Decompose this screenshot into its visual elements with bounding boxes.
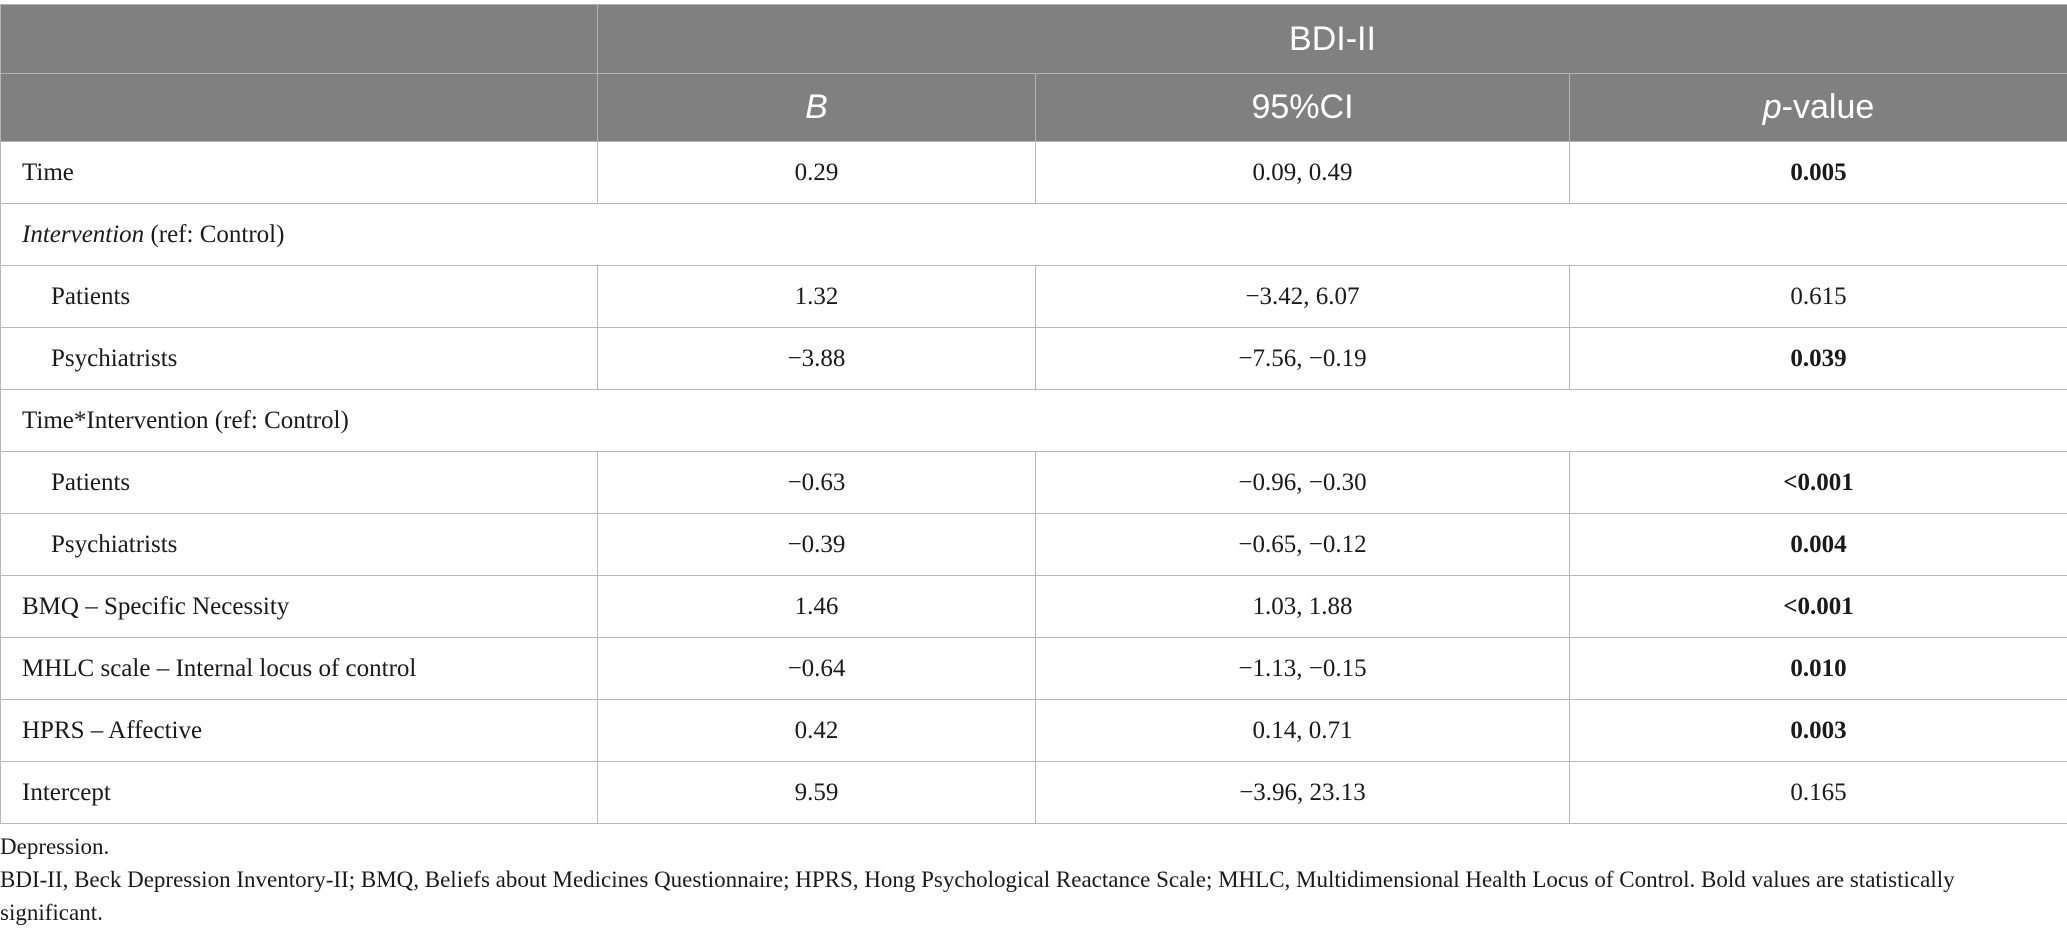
- table-row: [1, 576, 2067, 638]
- cell-ci: 0.09, 0.49: [1036, 142, 1570, 204]
- header-empty-cell: [1, 74, 598, 142]
- footnote-caption: Depression.: [0, 834, 110, 859]
- cell-ci: 0.14, 0.71: [1036, 700, 1570, 762]
- cell-p: 0.005: [1570, 142, 2067, 204]
- header-group-row: [1, 5, 2067, 74]
- cell-ci: −3.96, 23.13: [1036, 762, 1570, 824]
- header-col-p: [1570, 74, 2067, 142]
- table-row: [1, 762, 2067, 824]
- table-body: [1, 142, 2067, 824]
- row-label: MHLC scale – Internal locus of control: [1, 638, 598, 700]
- cell-b: −0.63: [598, 452, 1036, 514]
- cell-b: 9.59: [598, 762, 1036, 824]
- row-label: Psychiatrists: [1, 514, 598, 576]
- header-columns-row: [1, 74, 2067, 142]
- cell-ci: −0.96, −0.30: [1036, 452, 1570, 514]
- header-p-rest: -value: [1781, 88, 1875, 126]
- row-label: Patients: [1, 266, 598, 328]
- table-row: [1, 142, 2067, 204]
- header-group-bdi: BDI-II: [598, 5, 2067, 74]
- table-row: [1, 638, 2067, 700]
- section-italic-text: Intervention: [22, 220, 145, 248]
- cell-ci: −3.42, 6.07: [1036, 266, 1570, 328]
- header-col-ci: 95%CI: [1036, 74, 1570, 142]
- footnote-abbreviations: BDI-II, Beck Depression Inventory-II; BMQ, Beliefs about Medicines Questionnaire; HPRS, Hong Psychological Reactance Scale; MHLC, Multidimensional Health Locus of Control. Bold values are statistically significant.: [0, 867, 1955, 925]
- cell-p: 0.003: [1570, 700, 2067, 762]
- cell-b: −3.88: [598, 328, 1036, 390]
- cell-b: 1.46: [598, 576, 1036, 638]
- cell-p: 0.010: [1570, 638, 2067, 700]
- row-label: Intercept: [1, 762, 598, 824]
- header-col-b: [598, 74, 1036, 142]
- cell-ci: 1.03, 1.88: [1036, 576, 1570, 638]
- table-row: [1, 452, 2067, 514]
- cell-ci: −7.56, −0.19: [1036, 328, 1570, 390]
- regression-table-container: [0, 4, 2067, 824]
- row-label: Time: [1, 142, 598, 204]
- table-row: [1, 266, 2067, 328]
- cell-b: 1.32: [598, 266, 1036, 328]
- cell-p: <0.001: [1570, 576, 2067, 638]
- row-label: BMQ – Specific Necessity: [1, 576, 598, 638]
- row-label: HPRS – Affective: [1, 700, 598, 762]
- cell-p: <0.001: [1570, 452, 2067, 514]
- cell-p: 0.039: [1570, 328, 2067, 390]
- cell-b: −0.39: [598, 514, 1036, 576]
- regression-table: [0, 4, 2067, 824]
- section-label-time-intervention: Time*Intervention (ref: Control): [1, 390, 2067, 452]
- row-label: Patients: [1, 452, 598, 514]
- table-row: [1, 700, 2067, 762]
- cell-b: 0.42: [598, 700, 1036, 762]
- section-row: [1, 390, 2067, 452]
- section-label-intervention: [1, 204, 2067, 266]
- header-empty-cell: [1, 5, 598, 74]
- cell-p: 0.615: [1570, 266, 2067, 328]
- table-row: [1, 328, 2067, 390]
- table-footnotes: [0, 830, 2040, 929]
- cell-ci: −0.65, −0.12: [1036, 514, 1570, 576]
- table-row: [1, 514, 2067, 576]
- table-header: [1, 5, 2067, 142]
- cell-b: 0.29: [598, 142, 1036, 204]
- row-label: Psychiatrists: [1, 328, 598, 390]
- section-rest-text: (ref: Control): [144, 220, 285, 248]
- section-row: [1, 204, 2067, 266]
- cell-p: 0.165: [1570, 762, 2067, 824]
- cell-p: 0.004: [1570, 514, 2067, 576]
- cell-b: −0.64: [598, 638, 1036, 700]
- header-b-label: B: [805, 88, 828, 126]
- cell-ci: −1.13, −0.15: [1036, 638, 1570, 700]
- header-p-italic: p: [1762, 88, 1782, 126]
